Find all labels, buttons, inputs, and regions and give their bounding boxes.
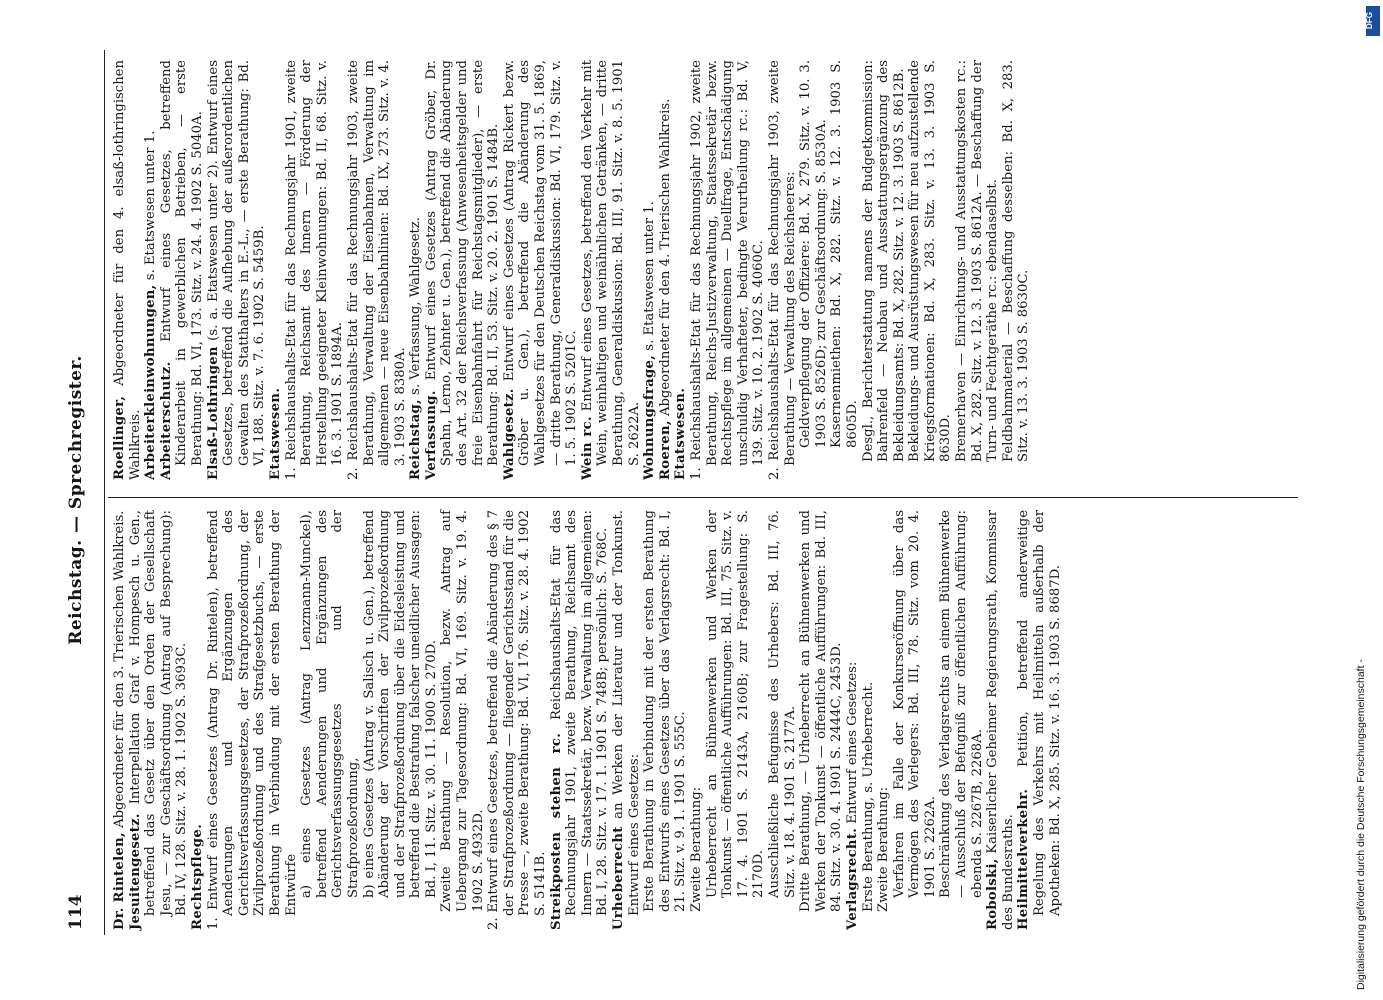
register-entry [502,60,580,480]
dfg-logo [1366,6,1380,36]
numbered-item: 2. Reichshaushalts-Etat für das Rechnungsjahr 1903, zweite Berathung, Verwaltung der Eisenbahnen, Verwaltung im allgemeinen — neue Eisenbahnlinien: Bd. IX, 273. Sitz. v. 4. 3. 1903 S. 8380A. [345,60,408,480]
register-entry [1016,510,1063,930]
sub-entry: Feldbahnmaterial — Beschaffung desselben: Bd. X, 283. Sitz. v. 13. 3. 1903 S. 8630C. [1000,60,1032,462]
numbered-item: 2. Entwurf eines Gesetzes, betreffend die Abänderung des § 7 der Strafprozeßordnung — fliegender Gerichtsstand für die Presse —, zweite Berathung: Bd. VI, 176. Sitz. v. 28. 4. 1902 S. 5141B. [486,510,549,930]
section-heading: Etatswesen. [267,387,283,480]
entry-text: Abgeordneter für den 4. Trierischen Wahlkreis. [657,98,673,421]
entry-keyword: Elsaß-Lothringen [205,346,221,480]
section-heading: Etatswesen. [673,387,689,480]
entry-keyword: Reichstag, [408,399,424,480]
running-title: Reichstag. — Sprechregister. [66,355,86,645]
page-header [60,70,100,930]
sub-entry: Zweite Berathung — Resolution, bezw. Antrag auf Uebergang zur Tagesordnung: Bd. VI, 169. Sitz. v. 19. 4. 1902 S. 4932D. [439,510,486,912]
register-person-heading [985,510,1016,930]
register-person-heading [112,510,128,930]
entry-keyword: Arbeiterkleinwohnungen, [143,284,159,480]
register-person-heading [658,60,674,480]
entry-keyword: Wein rc. [579,416,595,480]
sub-entry: Zweite Berathung: [688,786,704,912]
register-entry [206,60,268,480]
register-person-heading [112,60,143,480]
entry-keyword: Jesuitengesetz. [127,813,143,930]
entry-text: Entwurf eines Gesetzes: [844,661,860,828]
sub-sub-entry: Verfahren im Falle der Konkurseröffnung über das Vermögen des Verlegers: Bd. III, 78. Sitz. vom 20. 4. 1901 S. 2262A. [891,510,938,898]
entry-text: s. Etatswesen unter 1. [143,130,159,285]
entry-text: s. Etatswesen unter 1. [642,201,658,355]
sub-entry: Dritte Berathung, — Urheberrecht an Bühnenwerken und Werken der Tonkunst — öffentliche Aufführungen: Bd. III, 84. Sitz. v. 30. 4. 1901 S. 2444C, 2453D. [798,510,845,912]
left-column [112,510,1302,930]
column-divider [108,497,1298,498]
entry-text: Entwurf eines Gesetzes (Antrag Gröber, Dr. Spahn, Lerno, Zehnter u. Gen.), betreffend die Abänderung des Art. 32 der Reichsverfassung (Anwesenheitsgelder und freie Eisenbahnfahrt für Reichstagsmitglieder), — erste Berathung: Bd. II, 53. Sitz. v. 20. 2. 1901 S. 1484B. [423,60,502,466]
sub-entry: Erste Berathung in Verbindung mit der ersten Berathung des Entwurfs eines Gesetzes über das Verlagsrecht: Bd. I, 21. Sitz. v. 9. 1. 1901 S. 555C. [642,510,689,912]
register-entry [845,510,861,930]
sub-entry: Bremerhaven — Einrichtungs- und Ausstattungskosten rc.: Bd. X, 282. Sitz. v. 12. 3. 1903 S. 8612A. — Beschaffung der Turn- und Fechtgeräthe rc.: ebendaselbst. [954,60,1001,462]
register-entry [128,510,190,930]
numbered-item: 1. Reichshaushalts-Etat für das Rechnungsjahr 1901, zweite Berathung, Reichsamt des Innern — Förderung der Herstellung geeigneter Kleinwohnungen: Bd. II, 68. Sitz. v. 16. 3. 1901 S. 1894A. [283,60,346,480]
register-entry [549,510,611,930]
dfg-logo-text: DFG [1364,12,1374,29]
sub-sub-entry: Ausschließliche Befugnisse des Urhebers: Bd. III, 76. Sitz. v. 18. 4. 1901 S. 2177A. [766,510,798,898]
register-entry [611,510,642,930]
numbered-item: 2. Reichshaushalts-Etat für das Rechnungsjahr 1903, zweite Berathung — Verwaltung des Reichsheeres: [766,60,798,480]
sub-sub-entry: a) eines Gesetzes (Antrag Lenzmann-Munckel), betreffend Aenderungen und Ergänzungen des Gerichtsverfassungsgesetzes und der Strafprozeßordnung, [299,510,361,898]
sub-sub-entry: Urheberrecht an Bühnenwerken und Werken der Tonkunst — öffentliche Aufführungen: Bd. III, 75. Sitz. v. 17. 4. 1901 S. 2143A, 2160B; zur Fragestellung: S. 2170D. [704,510,767,898]
entry-keyword: Wohnungsfrage, [642,354,658,480]
right-column [112,60,1302,480]
register-entry [424,60,502,480]
page-number: 114 [66,894,86,930]
digitization-note: Digitalisierung gefördert durch die Deutsche Forschungsgemeinschaft - [1355,659,1367,990]
entry-keyword: Verlagsrecht. [844,827,860,930]
sub-sub-entry: b) eines Gesetzes (Antrag v. Salisch u. Gen.), betreffend Abänderung der Vorschriften der Zivilprozeßordnung und der Strafprozeßordnung über die Eidesleistung und betreffend die Bestrafung falscher uneidlicher Aussagen: Bd. I, 11. Sitz. v. 30. 11. 1900 S. 270D. [361,510,439,898]
numbered-item: 1. Entwurf eines Gesetzes (Antrag Dr. Rintelen), betreffend Aenderungen und Ergänzungen des Gerichtsverfassungsgesetzes, der Strafprozeßordnung, der Zivilprozeßordnung und des Strafgesetzbuchs, — erste Berathung in Verbindung mit der ersten Berathung der Entwürfe [205,510,299,930]
entry-keyword: Urheberrecht [611,826,626,930]
sub-entry: Zweite Berathung: [876,786,892,912]
entry-text: Entwurf eines Gesetzes, betreffend Kinderarbeit in gewerblichen Betrieben, — erste Berathung: Bd. VI, 173. Sitz. v. 24. 4. 1902 S. 5040A. [158,60,205,466]
entry-text: an Werken der Literatur und der Tonkunst. Entwurf eines Gesetzes: [611,510,642,916]
entry-keyword: Robolski, [985,858,1001,930]
numbered-item: 1. Reichshaushalts-Etat für das Rechnungsjahr 1902, zweite Berathung, Reichs-Justizverwaltung, Staatssekretär bezw. Rechtspflege im allgemeinen — Duellfrage, Entschädigung unschuldig Verhafteter, bedingte Verurtheilung rc.: Bd. V, 139. Sitz. v. 10. 2. 1902 S. 4060C. [688,60,767,480]
entry-text: Entwurf eines Gesetzes (Antrag Rickert bezw. Gröber u. Gen.), betreffend die Abänderung des Wahlgesetzes für den Deutschen Reichstag vom 31. 5. 1869, — dritte Berathung, Generaldiskussion: Bd. VI, 179. Sitz. v. 1. 5. 1902 S. 5201C. [501,60,580,466]
register-entry [159,60,206,480]
entry-keyword: Roellinger, [112,395,127,480]
entry-keyword: Arbeiterschutz. [158,361,174,480]
entry-text: Petition, betreffend anderweitige Regelung des Verkehrs mit Heilmitteln außerhalb der Apotheken: Bd. X, 285. Sitz. v. 16. 3. 1903 S. 8687D. [1016,510,1063,916]
sub-sub-entry: Geldverpflegung der Offiziere: Bd. X, 279. Sitz. v. 10. 3. 1903 S. 8526D; zur Geschäftsordnung: S. 8530A. [798,60,829,448]
entry-text: Reichshaushalts-Etat für das Rechnungsjahr 1901, zweite Berathung, Reichsamt des Innern — Staatssekretär, bezw. Verwaltung im allgemeinen: Bd. I, 28. Sitz. v. 17. 1. 1901 S. 748B; persönlich: S. 768C. [548,510,611,916]
entry-keyword: Heilmittelverkehr. [1016,788,1032,930]
header-rule [104,50,105,935]
register-entry [642,60,658,480]
entry-keyword: Roeren, [657,420,673,480]
entry-text: Abgeordneter für den 4. elsaß-lothringischen Wahlkreis. [112,60,143,480]
sub-sub-entry: Kasernenmiethen: Bd. X, 282. Sitz. v. 12. 3. 1903 S. 8605D. [829,60,860,448]
entry-text: Entwurf eines Gesetzes, betreffend den Verkehr mit Wein, weinhaltigen und weinähnlichen Getränken, — dritte Berathung, Generaldiskussion: Bd. III, 91. Sitz. v. 8. 5. 1901 S. 2622A. [579,60,642,466]
digitization-credit [1346,0,1376,1000]
entry-text: Kaiserlicher Geheimer Regierungsrath, Kommissar des Bundesraths. [985,510,1016,930]
entry-text: Interpellation Graf v. Hompesch u. Gen., betreffend das Gesetz über den Orden der Gesellschaft Jesu, — zur Geschäftsordnung (Antrag auf Besprechung): Bd. IV, 128. Sitz. v. 28. 1. 1902 S. 3693C. [127,510,190,916]
register-entry [408,60,424,480]
sub-entry: Erste Berathung, s. Urheberrecht. [860,681,876,912]
sub-sub-entry: Beschränkung des Verlagsrechts an einem Bühnenwerke — Ausschluß der Befugniß zur öffentlichen Aufführung: ebenda S. 2267B, 2268A. [938,510,985,898]
entry-text: (s. a. Etatswesen unter 2). Entwurf eines Gesetzes, betreffend die Aufhebung der außerordentlichen Gewalten des Statthalters in E.-L., — erste Berathung: Bd. VI, 188. Sitz. v. 7. 6. 1902 S. 5459B. [205,60,268,466]
section-heading: Rechtspflege. [189,823,205,930]
sub-entry: Bekleidungs- und Ausrüstungswesen für neu aufzustellende Kriegsformationen: Bd. X, 283. Sitz. v. 13. 3. 1903 S. 8630D. [907,60,954,462]
entry-keyword: Dr. Rintelen, [112,832,127,930]
entry-text: s. Verfassung, Wahlgesetz. [408,217,424,400]
sub-entry: Desgl., Berichterstattung namens der Budgetkommission: Bahrenfeld — Neubau und Ausstattungsergänzung des Bekleidungsamts: Bd. X, 282. Sitz. v. 12. 3. 1903 S. 8612B. [860,60,907,462]
entry-keyword: Streikposten stehen rc. [548,732,564,930]
entry-text: Abgeordneter für den 3. Trierischen Wahlkreis. [112,510,127,833]
register-entry [580,60,642,480]
register-entry [143,60,159,480]
entry-keyword: Verfassung. [423,390,439,480]
entry-keyword: Wahlgesetz. [501,388,517,480]
